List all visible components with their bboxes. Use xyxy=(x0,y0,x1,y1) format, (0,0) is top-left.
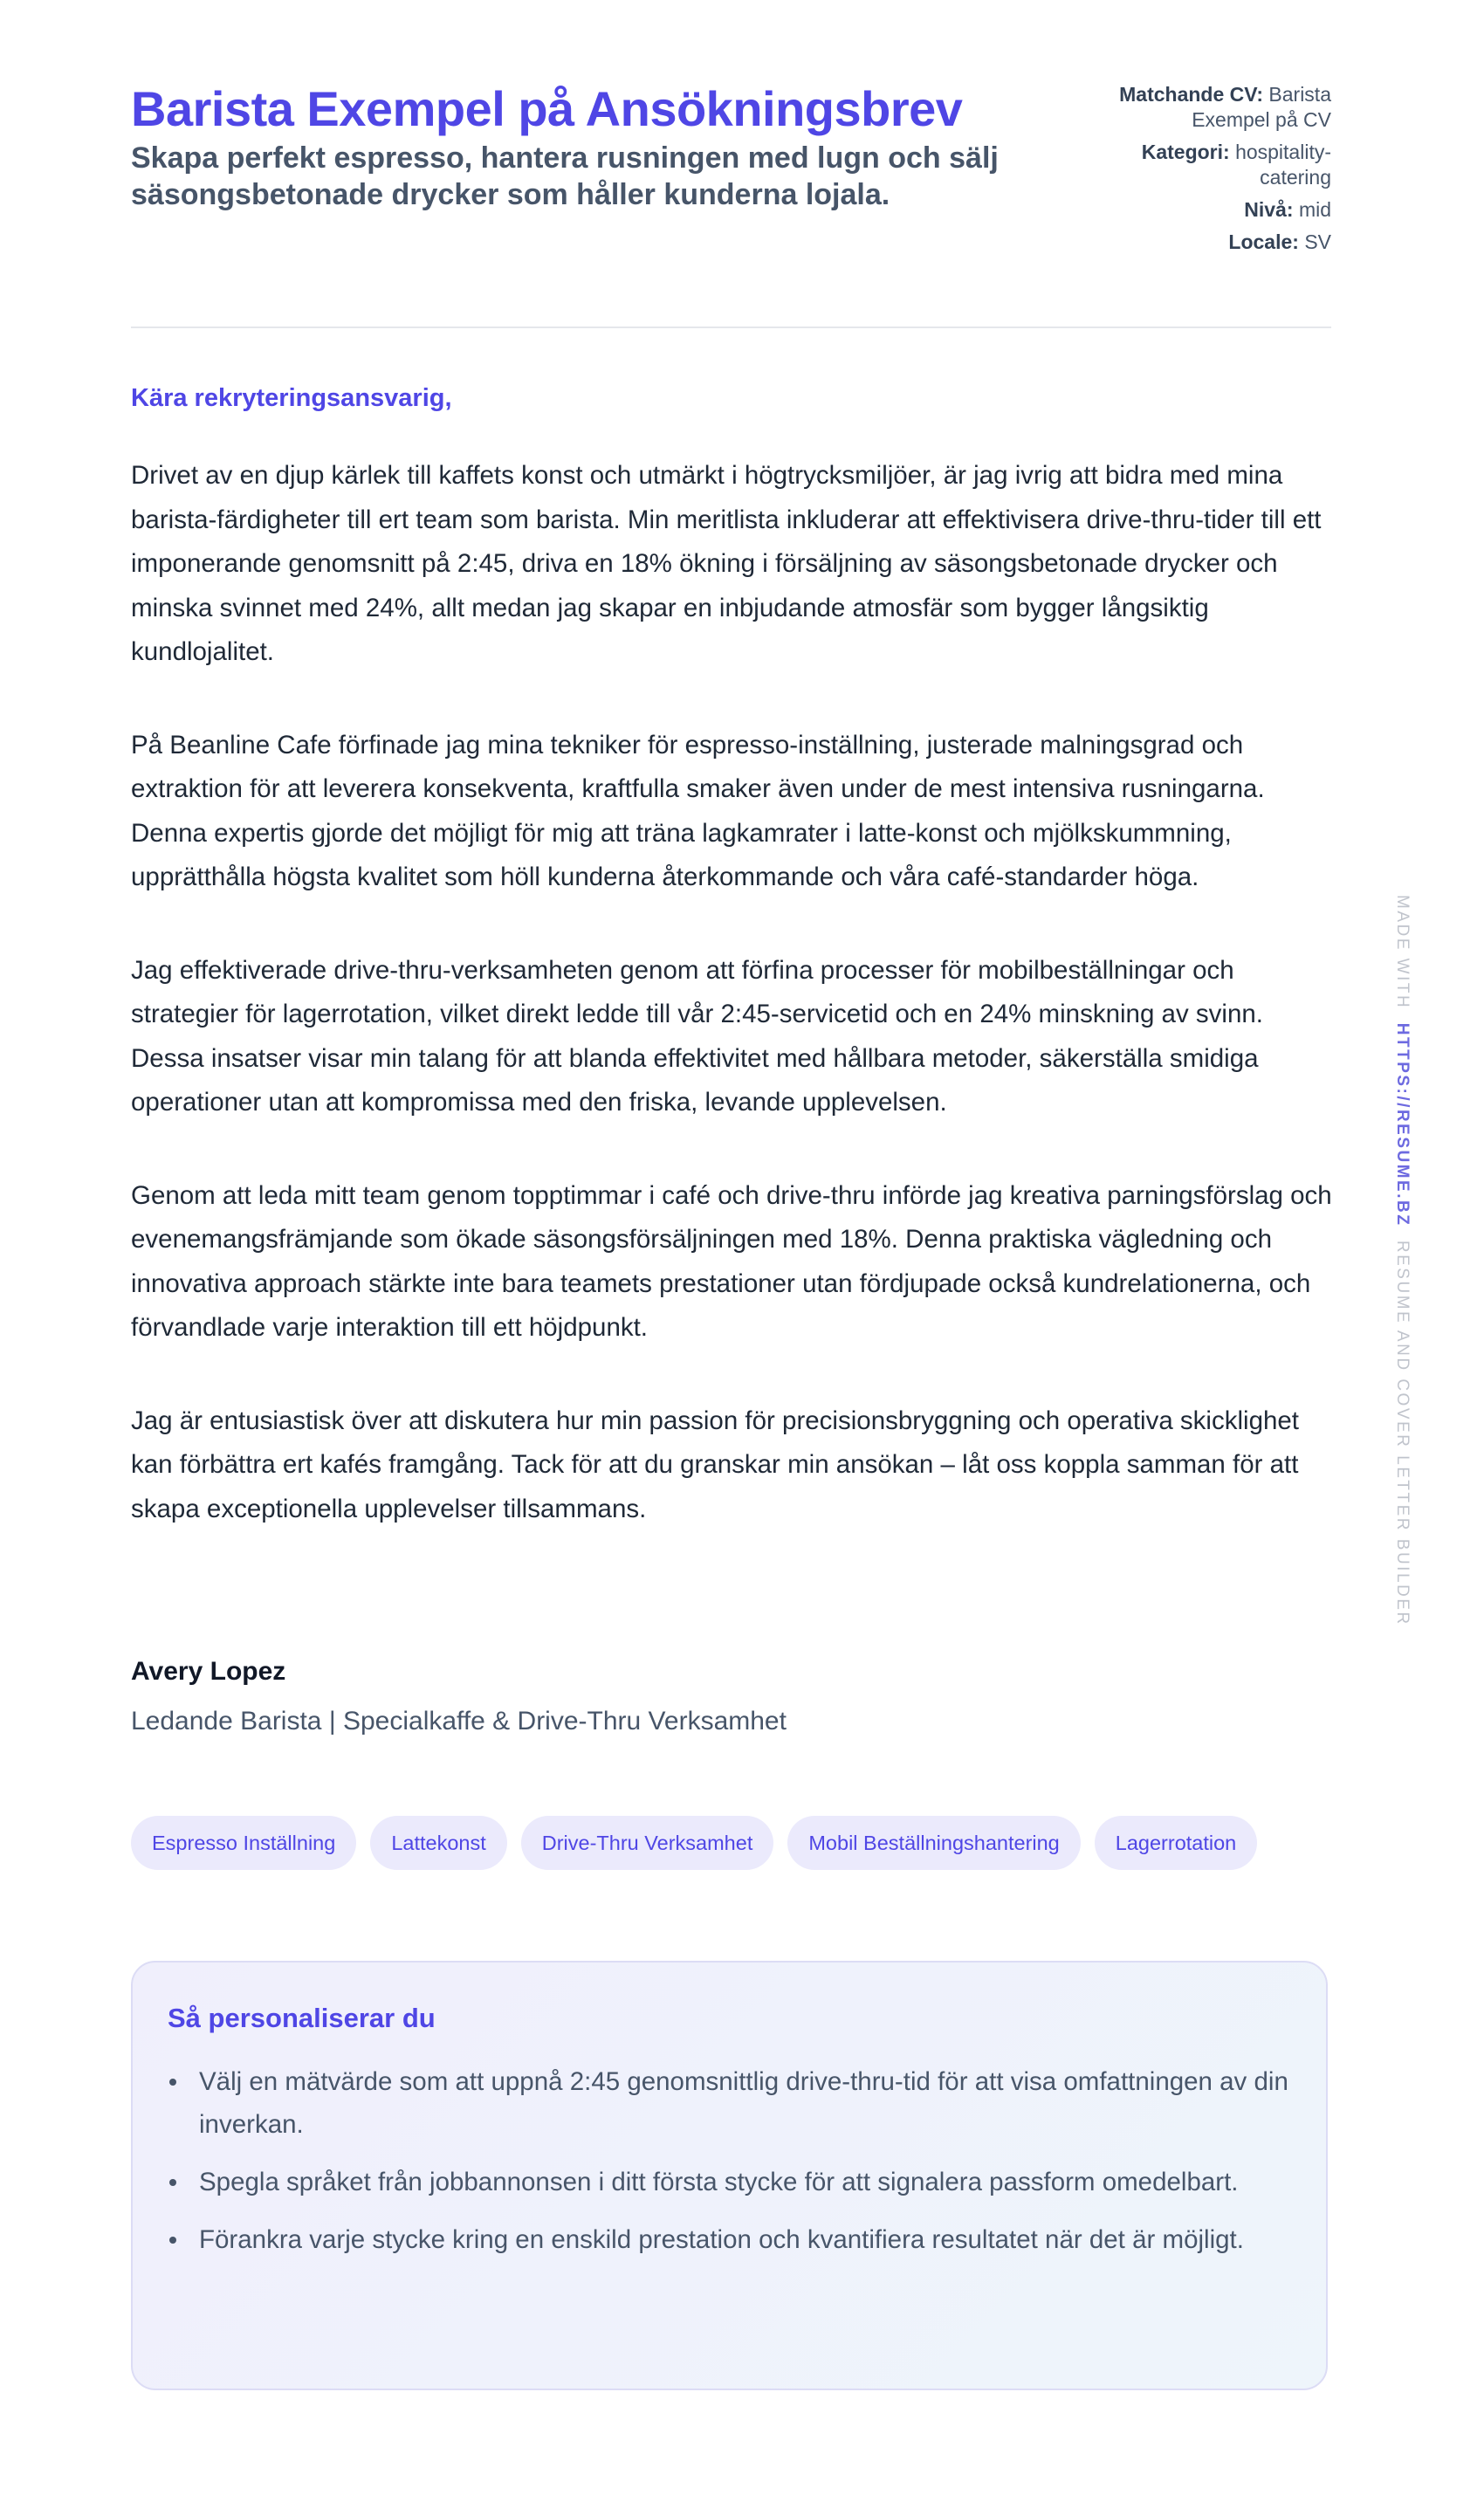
tip-item xyxy=(199,2060,1325,2146)
personalization-tips xyxy=(131,1961,1328,2390)
tip-text: Spegla språket från jobbannonsen i ditt första stycke för att signalera passform omedelbart. xyxy=(199,2168,1239,2196)
page-header xyxy=(131,0,1331,328)
meta-value: hospitality-catering xyxy=(1235,141,1331,189)
skill-chip: Lagerrotation xyxy=(1095,1816,1258,1870)
meta-label: Kategori: xyxy=(1141,141,1230,163)
meta-category xyxy=(1104,140,1331,190)
skill-chip: Mobil Beställningshantering xyxy=(787,1816,1080,1870)
paragraph: Jag effektiverade drive-thru-verksamheten genom att förfina processer för mobilbeställningar och strategier för lagerrotation, vilket direkt ledde till vår 2:45-servicetid och en 24% minskning av svinn. Dessa insatser visar min talang för att blanda effektivitet med hållbara metoder, säkerställa smidiga operationer utan att kompromissa med den friska, levande upplevelsen. xyxy=(131,955,1263,1117)
page-subtitle: Skapa perfekt espresso, hantera rusningen med lugn och sälj säsongsbetonade drycker som håller kunderna lojala. xyxy=(131,141,999,211)
watermark-link[interactable]: HTTPS://RESUME.BZ xyxy=(1393,1022,1412,1227)
page-title: Barista Exempel på Ansökningsbrev xyxy=(131,81,963,136)
bullet-icon xyxy=(169,2237,176,2244)
watermark xyxy=(1392,895,1412,1626)
paragraph: Drivet av en djup kärlek till kaffets konst och utmärkt i högtrycksmiljöer, är jag ivrig att bidra med mina barista-färdigheter till ert team som barista. Min meritlista inkluderar att effektivisera drive-thru-tider till ett imponerande genomsnitt på 2:45, driva en 18% ökning i försäljning av säsongsbetonade drycker och minska svinnet med 24%, allt medan jag skapar en inbjudande atmosfär som bygger långsiktig kundlojalitet. xyxy=(131,461,1322,666)
skill-chips xyxy=(131,1816,1257,1870)
meta-label: Nivå: xyxy=(1244,198,1294,221)
paragraph: På Beanline Cafe förfinade jag mina tekniker för espresso-inställning, justerade malningsgrad och extraktion för att leverera konsekventa, kraftfulla smaker även under de mest intensiva rusningarna. Denna expertis gjorde det möjligt för mig att träna lagkamrater i latte-konst och mjölkskummning, upprätthålla högsta kvalitet som höll kunderna återkommande och våra café-standarder höga. xyxy=(131,730,1265,891)
meta-value: Barista Exempel på CV xyxy=(1192,83,1331,131)
paragraph: Jag är entusiastisk över att diskutera hur min passion för precisionsbryggning och operativa skicklighet kan förbättra ert kafés framgång. Tack för att du granskar min ansökan – låt oss koppla samman för att skapa exceptionella upplevelser tillsammans. xyxy=(131,1406,1300,1523)
watermark-prefix: MADE WITH xyxy=(1393,895,1412,1010)
tip-text: Välj en mätvärde som att uppnå 2:45 genomsnittlig drive-thru-tid för att visa omfattningen av din inverkan. xyxy=(199,2067,1288,2139)
meta-value: mid xyxy=(1298,198,1331,221)
cover-letter-page xyxy=(131,0,1332,2254)
greeting: Kära rekryteringsansvarig, xyxy=(131,384,452,412)
signature-title: Ledande Barista | Specialkaffe & Drive-Thru Verksamhet xyxy=(131,1707,787,1736)
meta-level xyxy=(1104,197,1331,223)
watermark-suffix: RESUME AND COVER LETTER BUILDER xyxy=(1393,1240,1412,1626)
skill-chip: Espresso Inställning xyxy=(131,1816,356,1870)
meta-label: Locale: xyxy=(1228,230,1299,253)
meta-value: SV xyxy=(1304,230,1331,253)
paragraph: Genom att leda mitt team genom topptimmar i café och drive-thru införde jag kreativa parningsförslag och evenemangsfrämjande som ökade säsongsförsäljningen med 18%. Denna praktiska vägledning och innovativa approach stärkte inte bara teamets prestationer utan fördjupade också kundrelationerna, och förvandlade varje interaktion till ett höjdpunkt. xyxy=(131,1180,1332,1342)
letter-body xyxy=(131,454,1336,1580)
tip-item xyxy=(199,2218,1325,2261)
bullet-icon xyxy=(169,2179,176,2186)
tip-item xyxy=(199,2161,1325,2203)
skill-chip: Drive-Thru Verksamhet xyxy=(521,1816,774,1870)
tips-heading: Så personaliserar du xyxy=(168,2003,436,2033)
meta-locale xyxy=(1104,230,1331,255)
tip-text: Förankra varje stycke kring en enskild prestation och kvantifiera resultatet när det är möjligt. xyxy=(199,2225,1244,2254)
skill-chip: Lattekonst xyxy=(370,1816,506,1870)
tips-list xyxy=(168,2060,1325,2276)
meta-matching-cv xyxy=(1104,82,1331,133)
bullet-icon xyxy=(169,2079,176,2086)
meta-label: Matchande CV: xyxy=(1119,83,1264,106)
signature-name: Avery Lopez xyxy=(131,1657,286,1686)
meta-info xyxy=(1104,82,1331,262)
